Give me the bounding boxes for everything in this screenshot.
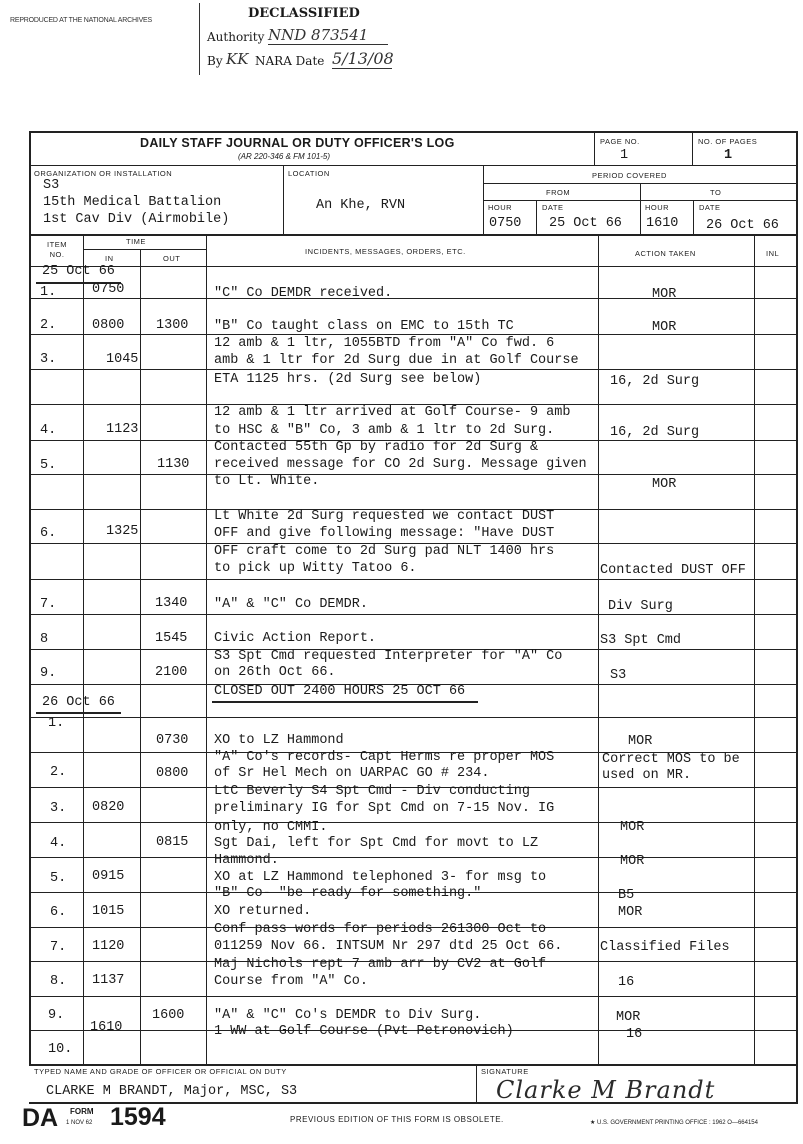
entry-text: 12 amb & 1 ltr, 1055BTD from "A" Co fwd. 6 xyxy=(214,336,555,351)
entry-action: 16, 2d Surg xyxy=(610,425,700,440)
entry-text: "C" Co DEMDR received. xyxy=(214,286,393,301)
entry-text: received message for CO 2d Surg. Message given xyxy=(214,457,587,472)
entry-text: XO to LZ Hammond xyxy=(214,733,344,748)
entry-action: MOR xyxy=(620,820,645,835)
form-word: FORM xyxy=(70,1107,94,1116)
entry-out: 1600 xyxy=(152,1008,185,1023)
entry-in: 1325 xyxy=(106,524,139,539)
entry-no: 10. xyxy=(48,1042,73,1057)
date-header: 26 Oct 66 xyxy=(42,695,115,710)
entry-action: B5 xyxy=(618,888,635,903)
entry-text: S3 Spt Cmd requested Interpreter for "A" Co xyxy=(214,649,563,664)
entry-in: 1123 xyxy=(106,422,139,437)
entry-text: Course from "A" Co. xyxy=(214,974,368,989)
signature: Clarke M Brandt xyxy=(496,1076,716,1104)
to-date-label: DATE xyxy=(699,203,721,212)
org-line-2: 15th Medical Battalion xyxy=(43,195,222,210)
signature-label: SIGNATURE xyxy=(481,1067,529,1076)
org-label: ORGANIZATION OR INSTALLATION xyxy=(34,169,173,178)
from-hour-label: HOUR xyxy=(488,203,513,212)
entry-action: MOR xyxy=(652,287,677,302)
entry-text: 1 WW at Golf Course (Pvt Petronovich) xyxy=(214,1024,514,1039)
entry-out: 1300 xyxy=(156,318,189,333)
form-da: DA xyxy=(22,1104,59,1132)
entry-action: MOR xyxy=(618,905,643,920)
entry-no: 4. xyxy=(50,836,67,851)
stamp-authority-value: NND 873541 xyxy=(268,26,388,45)
entry-no: 5. xyxy=(40,458,57,473)
entry-text: amb & 1 ltr for 2d Surg due in at Golf Course xyxy=(214,353,579,368)
entry-text: "A" & "C" Co DEMDR. xyxy=(214,597,368,612)
stamp-by-label: By xyxy=(207,54,223,68)
location-label: LOCATION xyxy=(288,169,330,178)
to-hour-value: 1610 xyxy=(646,216,679,231)
from-date-value: 25 Oct 66 xyxy=(549,216,622,231)
entry-out: 2100 xyxy=(155,665,188,680)
entry-action: MOR xyxy=(652,477,677,492)
entry-in: 0820 xyxy=(92,800,125,815)
entry-in: 0915 xyxy=(92,869,125,884)
col-action: ACTION TAKEN xyxy=(635,249,696,258)
entry-in: 1045 xyxy=(106,352,139,367)
location-value: An Khe, RVN xyxy=(316,198,406,213)
entry-text: to Lt. White. xyxy=(214,474,320,489)
col-item: ITEM NO. xyxy=(47,240,67,259)
entry-no: 8 xyxy=(40,632,49,647)
entry-action: S3 xyxy=(610,668,627,683)
col-in: IN xyxy=(105,254,114,263)
date-header: 25 Oct 66 xyxy=(42,264,115,279)
entry-text: 12 amb & 1 ltr arrived at Golf Course- 9 amb xyxy=(214,405,571,420)
entry-in: 1610 xyxy=(90,1020,123,1035)
entry-text: ETA 1125 hrs. (2d Surg see below) xyxy=(214,372,482,387)
stamp-by-value: KK xyxy=(226,50,249,68)
entry-text: to pick up Witty Tatoo 6. xyxy=(214,561,417,576)
from-hour-value: 0750 xyxy=(489,216,522,231)
archive-mark: REPRODUCED AT THE NATIONAL ARCHIVES xyxy=(10,17,152,24)
col-incidents: INCIDENTS, MESSAGES, ORDERS, ETC. xyxy=(305,247,466,256)
entry-no: 7. xyxy=(50,940,67,955)
period-label: PERIOD COVERED xyxy=(592,171,667,180)
declassified-stamp xyxy=(199,3,408,75)
entry-action: Correct MOS to be used on MR. xyxy=(602,752,740,783)
entry-text: 011259 Nov 66. INTSUM Nr 297 dtd 25 Oct 66. xyxy=(214,939,563,954)
entry-text: "B" Co- "be ready for something." xyxy=(214,886,482,901)
entry-no: 2. xyxy=(40,318,57,333)
entry-text: only, no CMMI. xyxy=(214,820,328,835)
form-title: DAILY STAFF JOURNAL OR DUTY OFFICER'S LOG xyxy=(140,136,455,150)
entry-text: of Sr Hel Mech on UARPAC GO # 234. xyxy=(214,766,490,781)
org-line-3: 1st Cav Div (Airmobile) xyxy=(43,212,230,227)
entry-out: 1340 xyxy=(155,596,188,611)
entry-no: 4. xyxy=(40,423,57,438)
num-pages-value: 1 xyxy=(724,148,733,163)
entry-no: 6. xyxy=(50,905,67,920)
entry-text: OFF craft come to 2d Surg pad NLT 1400 hrs xyxy=(214,544,555,559)
form-date: 1 NOV 62 xyxy=(66,1120,93,1126)
entry-text: Hammond. xyxy=(214,853,279,868)
entry-text: Contacted 55th Gp by radio for 2d Surg & xyxy=(214,440,539,455)
page-no-value: 1 xyxy=(620,148,629,163)
from-date-label: DATE xyxy=(542,203,564,212)
entry-out: 1545 xyxy=(155,631,188,646)
entry-action: MOR xyxy=(628,734,653,749)
form-number: 1594 xyxy=(110,1103,166,1131)
entry-out: 1130 xyxy=(157,457,190,472)
entry-text: "B" Co taught class on EMC to 15th TC xyxy=(214,319,514,334)
col-time: TIME xyxy=(126,237,146,246)
entry-text: preliminary IG for Spt Cmd on 7-15 Nov. IG xyxy=(214,801,555,816)
page-no-label: PAGE NO. xyxy=(600,137,640,146)
entry-out: 0800 xyxy=(156,766,189,781)
entry-action: 16, 2d Surg xyxy=(610,374,700,389)
stamp-title: DECLASSIFIED xyxy=(248,6,360,21)
entry-action: Div Surg xyxy=(608,599,673,614)
entry-text: XO returned. xyxy=(214,904,312,919)
entry-text: LtC Beverly S4 Spt Cmd - Div conducting xyxy=(214,784,530,799)
entry-text: on 26th Oct 66. xyxy=(214,665,336,680)
entry-no: 6. xyxy=(40,526,57,541)
entry-action: Contacted DUST OFF xyxy=(600,563,746,578)
stamp-nara-label: NARA Date xyxy=(255,54,325,68)
entry-no: 1. xyxy=(40,285,57,300)
closed-out-line: CLOSED OUT 2400 HOURS 25 OCT 66 xyxy=(214,684,466,699)
stamp-authority-label: Authority xyxy=(207,30,265,44)
to-date-value: 26 Oct 66 xyxy=(706,218,779,233)
col-inl: INL xyxy=(766,249,780,258)
col-out: OUT xyxy=(163,254,181,263)
entry-action: Classified Files xyxy=(600,940,730,955)
num-pages-label: NO. OF PAGES xyxy=(698,137,758,146)
to-label: TO xyxy=(710,188,722,197)
entry-text: to HSC & "B" Co, 3 amb & 1 ltr to 2d Surg. xyxy=(214,423,555,438)
entry-text: "A" Co's records- Capt Herms re proper MOS xyxy=(214,750,555,765)
entry-action: S3 Spt Cmd xyxy=(600,633,682,648)
entry-action: 16 xyxy=(626,1027,643,1042)
entry-no: 9. xyxy=(48,1008,65,1023)
entry-text: Conf pass words for periods 261300 Oct to xyxy=(214,922,547,937)
gpo-note: ★ U.S. GOVERNMENT PRINTING OFFICE : 1962 O—664154 xyxy=(590,1120,758,1126)
entry-action: MOR xyxy=(652,320,677,335)
org-line-1: S3 xyxy=(43,178,60,193)
entry-action: MOR xyxy=(620,854,645,869)
obsolete-note: PREVIOUS EDITION OF THIS FORM IS OBSOLETE. xyxy=(290,1115,504,1124)
form-subtitle: (AR 220-346 & FM 101-5) xyxy=(238,152,331,161)
entry-text: XO at LZ Hammond telephoned 3- for msg to xyxy=(214,870,547,885)
to-hour-label: HOUR xyxy=(645,203,670,212)
entry-in: 1137 xyxy=(92,973,125,988)
entry-no: 8. xyxy=(50,974,67,989)
entry-no: 3. xyxy=(50,801,67,816)
entry-action: MOR xyxy=(616,1010,641,1025)
entry-text: Lt White 2d Surg requested we contact DUST xyxy=(214,509,555,524)
entry-no: 2. xyxy=(50,765,67,780)
entry-in: 0750 xyxy=(92,282,125,297)
entry-text: Civic Action Report. xyxy=(214,631,377,646)
entry-text: Maj Nichols rept 7 amb arr by CV2 at Golf xyxy=(214,957,547,972)
entry-in: 1015 xyxy=(92,904,125,919)
entry-text: OFF and give following message: "Have DUST xyxy=(214,526,555,541)
entry-no: 5. xyxy=(50,871,67,886)
entry-no: 1. xyxy=(48,716,65,731)
entry-out: 0730 xyxy=(156,733,189,748)
entry-no: 9. xyxy=(40,666,57,681)
officer-label: TYPED NAME AND GRADE OF OFFICER OR OFFICIAL ON DUTY xyxy=(34,1067,287,1076)
entry-no: 3. xyxy=(40,352,57,367)
entry-no: 7. xyxy=(40,597,57,612)
stamp-date-value: 5/13/08 xyxy=(332,49,394,68)
entry-text: "A" & "C" Co's DEMDR to Div Surg. xyxy=(214,1008,482,1023)
entry-in: 1120 xyxy=(92,939,125,954)
from-label: FROM xyxy=(546,188,571,197)
entry-out: 0815 xyxy=(156,835,189,850)
entry-in: 0800 xyxy=(92,318,125,333)
entry-text: Sgt Dai, left for Spt Cmd for movt to LZ xyxy=(214,836,539,851)
entry-action: 16 xyxy=(618,975,635,990)
officer-name: CLARKE M BRANDT, Major, MSC, S3 xyxy=(46,1084,298,1099)
